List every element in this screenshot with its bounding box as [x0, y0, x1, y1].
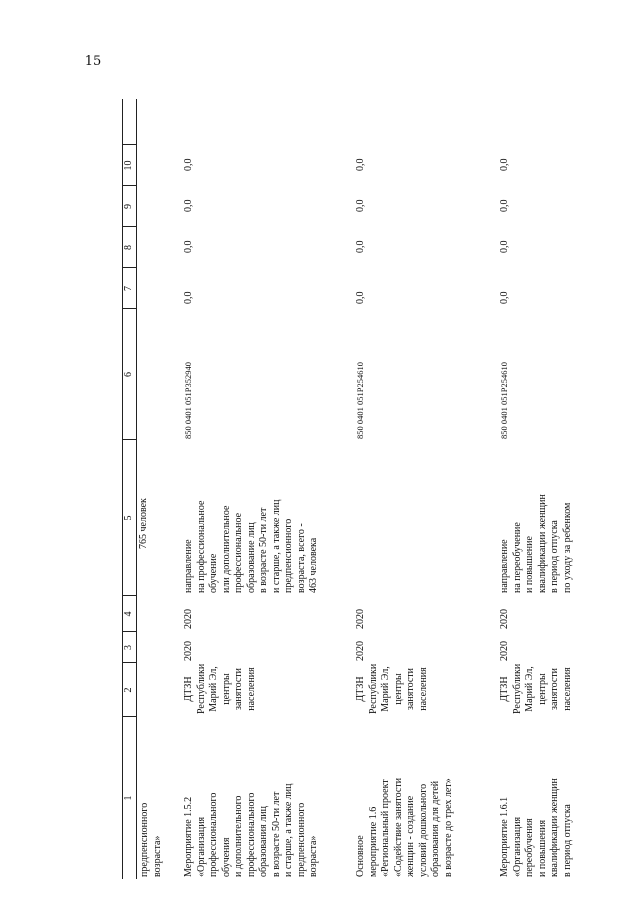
row-1-executor: ДТЗН Республики Марий Эл, центры занятости населения: [183, 663, 257, 714]
col-header-7: 7: [123, 286, 134, 291]
page-number: 15: [84, 54, 102, 69]
row-2-value-9: 0,0: [355, 199, 366, 212]
row-1-end-year: 2020: [183, 609, 194, 629]
row-2-end-year: 2020: [355, 609, 366, 629]
row-1-start-year: 2020: [183, 641, 194, 661]
col-header-9: 9: [123, 204, 134, 209]
row-3-budget-code: 850 0401 051P254610: [499, 362, 509, 439]
row-3-value-10: 0,0: [499, 158, 510, 171]
row-2-value-8: 0,0: [355, 240, 366, 253]
row-1-value-9: 0,0: [183, 199, 194, 212]
row-3-value-9: 0,0: [499, 199, 510, 212]
row-2-executor: ДТЗН Республики Марий Эл, центры занятости населения: [355, 663, 429, 714]
row-3-executor: ДТЗН Республики Марий Эл, центры занятости населения: [499, 663, 573, 714]
row-3-end-year: 2020: [499, 609, 510, 629]
col-header-1: 1: [123, 795, 134, 801]
header-bottom-border: [136, 99, 137, 879]
row-1-budget-code: 850 0401 051P352940: [183, 362, 193, 439]
rotated-table: [122, 99, 612, 879]
row-2-budget-code: 850 0401 051P254610: [355, 362, 365, 439]
row-3-value-7: 0,0: [499, 291, 510, 304]
row-3-value-8: 0,0: [499, 240, 510, 253]
row-2-value-7: 0,0: [355, 291, 366, 304]
row-1-result: направление на профессиональное обучение или дополнительное профессиональное образование лиц в возрасте 50-ти лет и старше, а также лиц предпенсионного возраста, всего - 463 человека: [183, 499, 319, 593]
col-header-6: 6: [123, 372, 134, 377]
col-header-4: 4: [123, 611, 134, 617]
col-header-3: 3: [123, 645, 134, 650]
col-header-10: 10: [123, 160, 134, 171]
col-header-5: 5: [123, 515, 134, 521]
row-3-result: направление на переобучение и повышение квалификации женщин в период отпуска по уходу за ребенком: [499, 494, 573, 593]
row-2-value-10: 0,0: [355, 158, 366, 171]
row-0-activity: предпенсионного возраста»: [139, 802, 163, 877]
row-2-activity: Основное мероприятие 1.6 «Региональный проект «Содействие занятости женщин - создание условий дошкольного образования для детей в возрасте до трех лет»: [355, 777, 454, 877]
row-3-start-year: 2020: [499, 641, 510, 661]
row-0-indicator: 765 человек: [138, 498, 149, 549]
row-1-value-7: 0,0: [183, 291, 194, 304]
col-header-2: 2: [123, 687, 134, 693]
col-header-8: 8: [123, 245, 134, 250]
row-2-start-year: 2020: [355, 641, 366, 661]
row-1-value-8: 0,0: [183, 240, 194, 253]
row-3-activity: Мероприятие 1.6.1 «Организация переобучения и повышения квалификации женщин в период отпуска: [499, 778, 573, 877]
row-1-value-10: 0,0: [183, 158, 194, 171]
row-1-activity: Мероприятие 1.5.2 «Организация профессионального обучения и дополнительного профессионального образования лиц в возрасте 50-ти лет и старше, а также лиц предпенсионного возраста»: [183, 783, 319, 877]
